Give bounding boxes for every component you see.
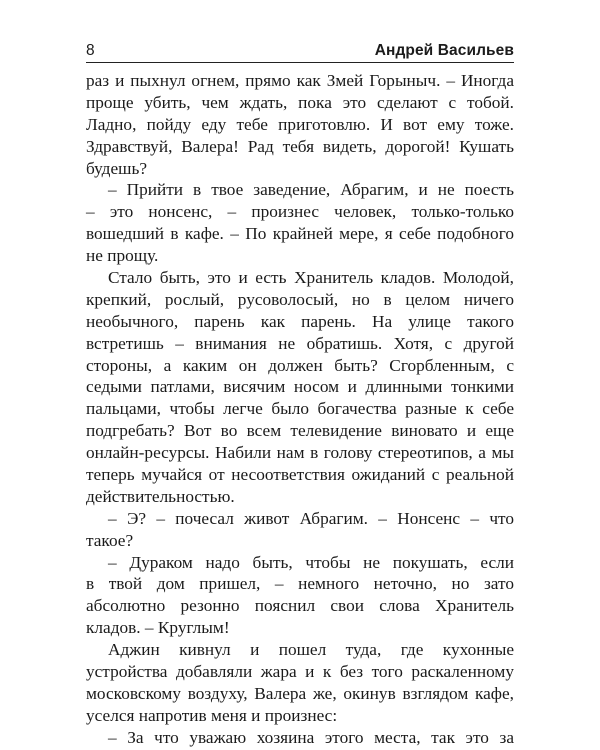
text-line: в твой дом пришел, – немного неточно, но зато <box>86 574 514 594</box>
text-line: будешь? <box>86 158 148 178</box>
text-line: теперь мучайся от несоответствия ожиданий с реальной <box>86 465 514 485</box>
running-header <box>86 36 514 63</box>
text-line: Здравствуй, Валера! Рад тебя видеть, дорогой! Кушать <box>86 136 514 156</box>
text-line: – это нонсенс, – произнес человек, только-только <box>86 202 514 222</box>
text-line: Аджин кивнул и пошел туда, где кухонные <box>108 640 514 660</box>
page-number: 8 <box>86 42 95 59</box>
text-line: абсолютно резонно пояснил свои слова Хранитель <box>86 596 514 616</box>
text-line: Ладно, пойду еду тебе приготовлю. И вот ему тоже. <box>86 114 514 134</box>
text-line: не прощу. <box>86 246 159 266</box>
text-line: московскому воздуху, Валера же, окинув взглядом кафе, <box>86 683 514 703</box>
text-line: подгребать? Вот во всем телевидение виновато и еще <box>86 421 514 441</box>
text-line: необычного, парень как парень. На улице такого <box>86 311 514 331</box>
text-line: действительностью. <box>86 486 235 506</box>
text-line: седыми патлами, висячим носом и длинными тонкими <box>86 377 514 397</box>
text-line: Стало быть, это и есть Хранитель кладов. Молодой, <box>108 268 514 288</box>
text-line: – Дураком надо быть, чтобы не покушать, если <box>108 552 514 572</box>
text-line: устройства добавляли жара и к без того раскаленному <box>86 662 514 682</box>
text-line: – Прийти в твое заведение, Абрагим, и не поесть <box>108 180 514 200</box>
text-line: пальцами, чтобы легче было богачества разные к себе <box>86 399 514 419</box>
text-line: проще убить, чем ждать, пока это сделают с тобой. <box>86 92 514 112</box>
text-line: раз и пыхнул огнем, прямо как Змей Горыныч. – Иногда <box>86 71 514 90</box>
text-line: такое? <box>86 530 134 550</box>
text-line: крепкий, рослый, русоволосый, но в целом ничего <box>86 289 514 309</box>
text-line: онлайн-ресурсы. Набили нам в голову стереотипов, а мы <box>86 443 514 463</box>
author-name: Андрей Васильев <box>374 42 514 59</box>
text-line: кладов. – Круглым! <box>86 618 230 638</box>
body-text <box>86 70 514 749</box>
text-line: – За что уважаю хозяина этого места, так это за <box>108 727 514 747</box>
text-line: вошедший в кафе. – По крайней мере, я себе подобного <box>86 224 514 244</box>
text-line: стороны, а каким он должен быть? Сгорбленным, с <box>86 355 514 375</box>
text-line: – Э? – почесал живот Абрагим. – Нонсенс – что <box>108 508 514 528</box>
text-line: уселся напротив меня и произнес: <box>86 705 338 725</box>
text-line: встретишь – внимания не обратишь. Хотя, с другой <box>86 333 514 353</box>
